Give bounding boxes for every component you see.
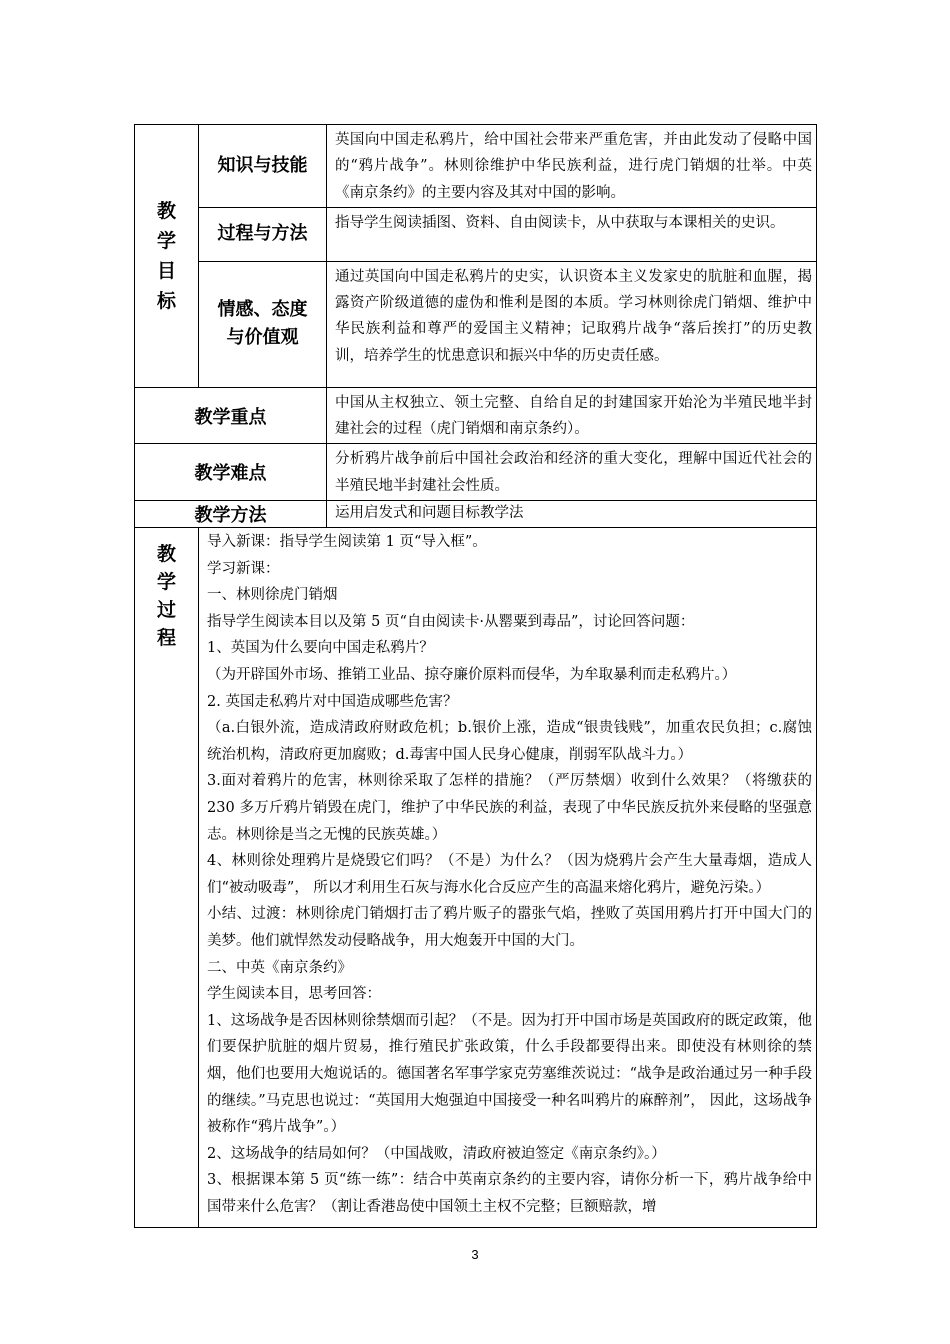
difficulties-label: 教学难点 <box>135 444 327 501</box>
methods-label: 教学方法 <box>135 501 327 528</box>
emotion-content: 通过英国向中国走私鸦片的史实，认识资本主义发家史的肮脏和血腥，揭露资产阶级道德的虚伪和惟利是图的本质。学习林则徐虎门销烟、维护中华民族利益和尊严的爱国主义精神；记取鸦片战争“落后挨打”的历史教训，培养学生的忧患意识和振兴中华的历史责任感。 <box>327 261 817 387</box>
process-paragraph: 3.面对着鸦片的危害，林则徐采取了怎样的措施？（严厉禁烟）收到什么效果？（将缴获的 230 多万斤鸦片销毁在虎门，维护了中华民族的利益，表现了中华民族反抗外来侵略的坚强意志。林则徐是当之无愧的民族英雄。） <box>207 773 812 843</box>
process-paragraph: 一、林则徐虎门销烟 <box>207 587 338 604</box>
objective-row-process <box>135 207 817 261</box>
process-method-label: 过程与方法 <box>217 223 308 245</box>
process-method-label-cell <box>199 207 327 261</box>
process-label-cell <box>135 528 199 1228</box>
process-label: 教学过程 <box>156 543 176 650</box>
process-paragraph: 4、林则徐处理鸦片是烧毁它们吗？（不是）为什么？（因为烧鸦片会产生大量毒烟，造成人们“被动吸毒”， 所以才利用生石灰与海水化合反应产生的高温来熔化鸦片，避免污染。） <box>207 853 812 896</box>
key-points-content: 中国从主权独立、领土完整、自给自足的封建国家开始沦为半殖民地半封建社会的过程（虎门销烟和南京条约）。 <box>327 387 817 444</box>
process-method-content: 指导学生阅读插图、资料、自由阅读卡，从中获取与本课相关的史识。 <box>327 207 817 261</box>
process-paragraph: （为开辟国外市场、推销工业品、掠夺廉价原料而侵华，为牟取暴利而走私鸦片。） <box>207 667 737 684</box>
emotion-label-cell <box>199 261 327 387</box>
process-paragraph: 1、英国为什么要向中国走私鸦片？ <box>207 640 434 657</box>
process-paragraph: 二、中英《南京条约》 <box>207 959 352 976</box>
process-paragraph: 3、根据课本第 5 页“练一练”：结合中英南京条约的主要内容，请你分析一下，鸦片战争给中国带来什么危害？（割让香港岛使中国领土主权不完整；巨额赔款，增 <box>207 1172 812 1215</box>
process-paragraph: 2. 英国走私鸦片对中国造成哪些危害？ <box>207 693 458 710</box>
knowledge-content: 英国向中国走私鸦片，给中国社会带来严重危害，并由此发动了侵略中国的“鸦片战争”。林则徐维护中华民族利益，进行虎门销烟的壮举。中英《南京条约》的主要内容及其对中国的影响。 <box>327 125 817 208</box>
methods-row <box>135 501 817 528</box>
process-paragraph: 学生阅读本目，思考回答： <box>207 986 381 1003</box>
key-points-row <box>135 387 817 444</box>
difficulties-row <box>135 444 817 501</box>
process-paragraph: 学习新课： <box>207 560 280 577</box>
objective-row-knowledge <box>135 125 817 208</box>
process-paragraph: 导入新课：指导学生阅读第 1 页“导入框”。 <box>207 534 487 551</box>
page-number: 3 <box>471 1247 479 1262</box>
key-points-label: 教学重点 <box>135 387 327 444</box>
objectives-label-cell <box>135 125 199 388</box>
process-paragraph: 小结、过渡：林则徐虎门销烟打击了鸦片贩子的嚣张气焰，挫败了英国用鸦片打开中国大门的美梦。他们就悍然发动侵略战争，用大炮轰开中国的大门。 <box>207 906 812 949</box>
difficulties-content: 分析鸦片战争前后中国社会政治和经济的重大变化，理解中国近代社会的半殖民地半封建社会性质。 <box>327 444 817 501</box>
process-paragraph: （a.白银外流，造成清政府财政危机；b.银价上涨，造成“银贵钱贱”，加重农民负担；c.腐蚀统治机构，清政府更加腐败；d.毒害中国人民身心健康，削弱军队战斗力。） <box>207 720 812 763</box>
knowledge-label-cell <box>199 125 327 208</box>
knowledge-label: 知识与技能 <box>217 154 308 176</box>
process-paragraph: 1、这场战争是否因林则徐禁烟而引起？（不是。因为打开中国市场是英国政府的既定政策，他们要保护肮脏的烟片贸易，推行殖民扩张政策，什么手段都要得出来。即使没有林则徐的禁烟，他们也要用大炮说话的。德国著名军事学家克劳塞维茨说过：“战争是政治通过另一种手段的继续。”马克思也说过：“英国用大炮强迫中国接受一种名叫鸦片的麻醉剂”， 因此，这场战争被称作“鸦片战争”。） <box>207 1012 812 1136</box>
objectives-label: 教学目标 <box>156 199 176 312</box>
lesson-plan-table <box>134 124 817 1228</box>
objective-row-emotion <box>135 261 817 387</box>
emotion-label: 情感、态度与价值观 <box>217 299 308 349</box>
process-row <box>135 528 817 1228</box>
process-paragraph: 指导学生阅读本目以及第 5 页“自由阅读卡·从罂粟到毒品”，讨论回答问题： <box>207 613 695 630</box>
process-paragraph: 2、这场战争的结局如何？（中国战败，清政府被迫签定《南京条约》。） <box>207 1145 666 1162</box>
methods-content: 运用启发式和问题目标教学法 <box>327 501 817 528</box>
process-content <box>199 528 817 1228</box>
